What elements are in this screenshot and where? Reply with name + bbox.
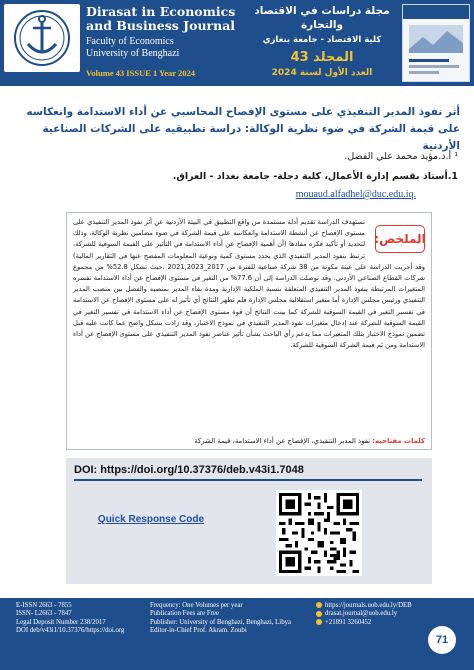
footer-publisher: Publisher: University of Benghazi, Benghazi, Libya (150, 618, 292, 626)
author-email (96, 188, 416, 202)
qr-code-label[interactable]: Quick Response Code (97, 514, 205, 525)
journal-header-banner (0, 0, 474, 86)
faculty-name-english: Faculty of Economics (86, 36, 174, 47)
journal-title-arabic (244, 4, 400, 79)
footer-website[interactable]: https://journals.uob.edu.ly/DEB (325, 602, 412, 609)
journal-name-arabic: مجلة دراسات في الاقتصاد والتجارة (254, 5, 390, 31)
footer-fees: Publication Fees are Free (150, 610, 219, 618)
volume-issue-year: Volume 43 ISSUE 1 Year 2024 (86, 68, 196, 78)
cover-image-icon (403, 5, 469, 81)
doi-panel (66, 458, 432, 584)
qr-code-icon (279, 493, 359, 573)
university-name-english: University of Benghazi (86, 48, 180, 59)
abstract-label: الملخص: (375, 225, 425, 253)
journal-name-line-1: Dirasat in Economics (86, 4, 236, 19)
article-title: أثر نفوذ المدير التنفيذي على مستوى الإفصاح المحاسبي عن أداء الاستدامة وانعكاسه على قيمة الشركة في ضوء نظرية الوكالة: دراسة تطبيقيه على الشركات الصناعية الأردنية (26, 106, 460, 152)
abstract-text: تستهدف الدراسة تقديم أدلة مستمدة من واقع التطبيق في البيئة الأردنية عن أثر نفوذ المدير التنفيذي على مستوى الإفصاح عن أنشطة الاستدامة وانعكاسه على قيمة الشركة في ضوء مضامين نظرية الوكالة، وذلك لتحديد أو تأكيد فكره مفادها (أن أهمية الإفصاح عن أداء الاستدامة في التأثير على القيمة السوقية للشركة، ترتبط بنفوذ المدير التنفيذي الذي يحدد مستوى كمية ونوعية المعلومات المفصح عنها في التقارير المالية) وقد أجريت الدراسة على عينة مكونة من 38 شركة صناعية للفترة من 2017_2021,2023 ،حيث تشكل 52.8% من مجموع شركات القطاع الصناعي الأردني. وقد توصلت الدراسة إلى أن 77.6% من التغير في مستوى الإفصاح عن أداء الاستدامة تفسره المتغيرات المرتبطة بنفوذ المدير التنفيذي المتعلقة بنسبة الملكية الإدارية ومدة بقاء المدير بمنصبه والفصل بين منصب المدير التنفيذي ورئيس مجلس الإدارة أما متغير استقلالية مجلس الإدارة فلم تظهر النتائج أي تأثير له على مستوى الإفصاح عن الاستدامة في تفسير التغير في القيمة السوقية للشركة كما بينت النتائج أن قوة مستوى الإفصاح عن أداء الاستدامة في تفسير التغير في القيمة السوقية للشركة عند إدخال متغيرات نفوذ المدير التنفيذي في نموذج الاختبار، وقد زادت بشكل واضح عما كانت عليه قبل تضمين نموذج الاختبار بتلك المتغيرات مما يدعم رأي الباحث بشأن تأثير عناصر نفوذ المدير التنفيذي على مستوى الإفصاح عن أداء الاستدامة ومن ثم قيمة الشركة السوقية للشركة. (73, 218, 425, 350)
globe-icon (316, 602, 322, 608)
author-name: ¹ أ.د.مؤيد محمد علي الفضل. (344, 151, 458, 162)
volume-arabic: المجلد 43 (290, 50, 354, 65)
footer-contact-column (316, 602, 426, 627)
footer-doi-prefix: DOI deb/v43i1/10.37376/https://doi.org (16, 626, 125, 634)
faculty-name-arabic: كلية الاقتصاد - جامعة بنغازي (262, 35, 382, 45)
keywords-label: كلمات مفتاحيه: (372, 437, 425, 445)
footer-issn-column (16, 602, 142, 635)
doi-link[interactable]: DOI: https://doi.org/10.37376/deb.v43i1.7048 (74, 464, 304, 476)
footer-issn-l: ISSN- L2663 - 7847 (16, 610, 72, 618)
doi-divider (74, 479, 422, 481)
author-affiliation: 1.أستاذ بقسم إدارة الأعمال، كلية دجلة- جامعة بغداد - العراق. (172, 171, 458, 182)
footer-publication-column (150, 602, 308, 635)
keywords-list: نفوذ المدير التنفيذي، الإفصاح عن أداء الاستدامة، قيمة الشركة (194, 437, 371, 445)
footer-legal-deposit: Legal Deposit Number 238/2017 (16, 618, 106, 626)
journal-cover-thumbnail (402, 4, 470, 82)
page-number: 71 (428, 626, 456, 654)
journal-name-line-2: and Business Journal (86, 18, 236, 33)
keywords (73, 436, 425, 446)
footer-email[interactable]: drasat.journal@uob.edu.ly (325, 610, 398, 618)
footer-frequency: Frequency: One Volumes per year (150, 602, 243, 609)
phone-icon (316, 619, 322, 625)
footer-editor: Editor-in-Chief Prof. Akram. Zoubi (150, 626, 247, 634)
abstract-body (73, 217, 425, 351)
faculty-logo (4, 4, 80, 72)
email-icon (316, 611, 322, 617)
anchor-logo-icon (4, 4, 80, 72)
journal-title-english (86, 4, 238, 78)
qr-code[interactable] (276, 490, 362, 576)
journal-footer (0, 598, 474, 670)
author-email-link[interactable]: mouaud.alfadhel@duc.edu.iq. (295, 189, 416, 200)
issue-arabic: العدد الأول لسنة 2024 (271, 68, 373, 78)
abstract-box (66, 212, 432, 450)
footer-eissn: E-ISSN 2663 - 7855 (16, 602, 72, 609)
footer-phone: +21891 3260452 (325, 618, 372, 626)
